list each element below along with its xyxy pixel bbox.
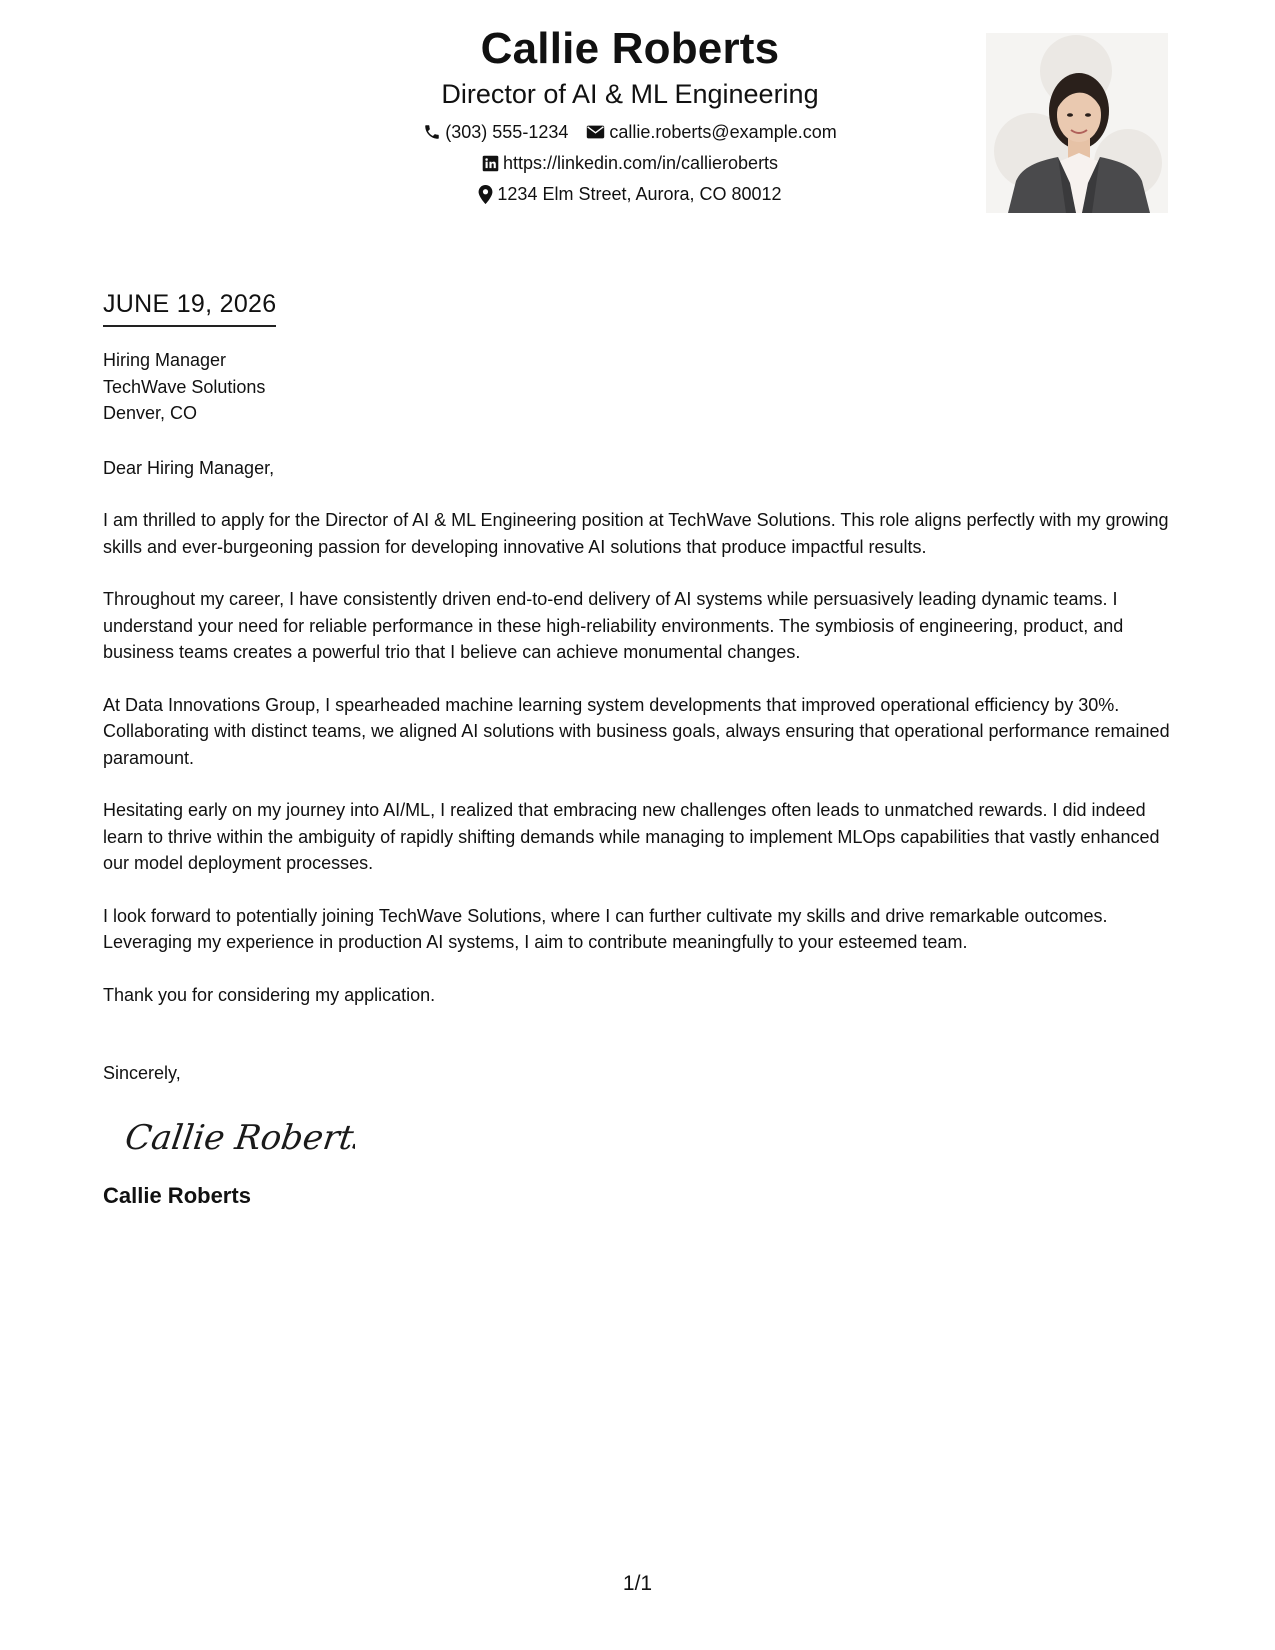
letter-date: JUNE 19, 2026 [103, 289, 276, 327]
linkedin-icon [482, 155, 499, 172]
signer-name: Callie Roberts [103, 1182, 251, 1208]
letter-header [250, 22, 1010, 205]
paragraph: I am thrilled to apply for the Director of AI & ML Engineering position at TechWave Solutions. This role aligns perfectly with my growing skills and ever-burgeoning passion for developing innovative AI solutions that produce impactful results. [103, 510, 1169, 557]
address-contact [478, 183, 781, 205]
contact-row-address [250, 183, 1010, 205]
recipient-line: Denver, CO [103, 403, 198, 423]
salutation: Dear Hiring Manager, [103, 457, 275, 478]
letter-date-block [103, 289, 276, 327]
contact-row-primary [250, 121, 1010, 143]
recipient-line: Hiring Manager [103, 350, 227, 370]
address-text: 1234 Elm Street, Aurora, CO 80012 [497, 184, 782, 204]
applicant-title: Director of AI & ML Engineering [441, 79, 819, 109]
page-number: 1/1 [622, 1572, 653, 1595]
letter-body [103, 347, 1175, 1209]
linkedin-text[interactable]: https://linkedin.com/in/callieroberts [502, 153, 779, 173]
map-pin-icon [478, 185, 493, 204]
paragraph: I look forward to potentially joining TechWave Solutions, where I can further cultivate my skills and drive remarkable outcomes. Leveraging my experience in production AI systems, I aim to contribute meaningfully to your esteemed team. [103, 905, 1108, 952]
envelope-icon [586, 124, 605, 140]
applicant-name: Callie Roberts [480, 24, 780, 73]
email-text[interactable]: callie.roberts@example.com [609, 122, 837, 142]
paragraph: Hesitating early on my journey into AI/ML, I realized that embracing new challenges often leads to unmatched rewards. I did indeed learn to thrive within the ambiguity of rapidly shifting demands while managing to implement MLOps capabilities that vastly enhanced our model deployment processes. [103, 800, 1160, 873]
thanks-line: Thank you for considering my application. [103, 984, 436, 1005]
profile-photo [986, 33, 1168, 213]
paragraph: Throughout my career, I have consistently driven end-to-end delivery of AI systems while persuasively leading dynamic teams. I understand your need for reliable performance in these high-reliability environments. The symbiosis of engineering, product, and business teams creates a powerful trio that I believe can achieve monumental changes. [103, 589, 1124, 662]
signature-text: Callie Roberts [125, 1117, 355, 1158]
paragraph: At Data Innovations Group, I spearheaded machine learning system developments that improved operational efficiency by 30%. Collaborating with distinct teams, we aligned AI solutions with business goals, always ensuring that operational performance remained paramount. [103, 694, 1170, 768]
signature-image [125, 1113, 1175, 1163]
phone-text[interactable]: (303) 555-1234 [445, 122, 569, 142]
phone-contact [423, 121, 568, 143]
email-contact [586, 121, 836, 143]
linkedin-contact [482, 152, 778, 174]
recipient-block [103, 347, 1175, 427]
closing-line: Sincerely, [103, 1063, 181, 1083]
recipient-line: TechWave Solutions [103, 376, 266, 397]
contact-row-linkedin [250, 152, 1010, 174]
phone-icon [423, 123, 441, 141]
